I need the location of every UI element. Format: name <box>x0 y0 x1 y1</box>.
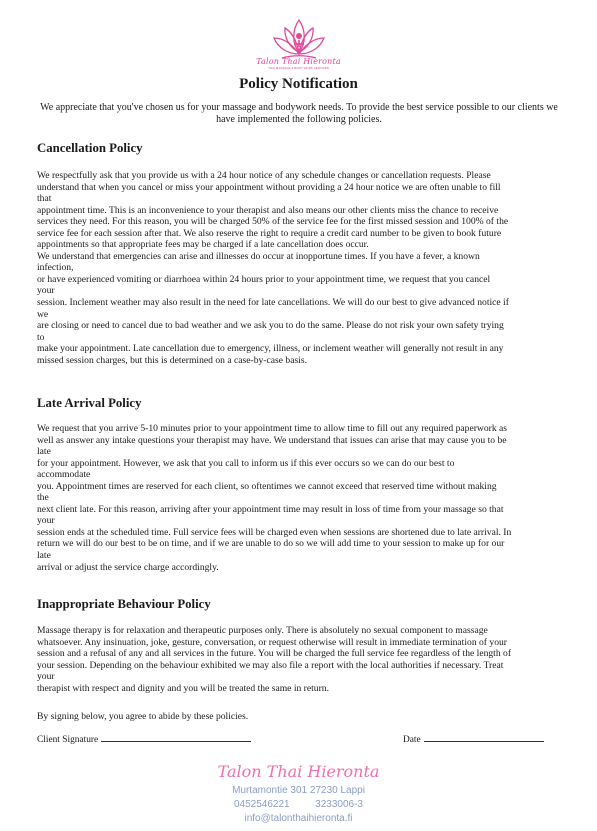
date-field[interactable] <box>424 733 544 742</box>
text-line: next client late. For this reason, arriving after your appointment time may result in loss of time from your massage so that <box>37 503 504 515</box>
text-line: services they need. For this reason, you will be charged 50% of the service fee for the first missed session and 100% of the <box>37 216 509 228</box>
late-arrival-heading: Late Arrival Policy <box>37 396 142 410</box>
client-signature-line[interactable] <box>37 733 251 745</box>
text-line: well as answer any intake questions your therapist may have. We understand that issues can arise that may cause you to be <box>37 434 507 446</box>
text-line: accommodate <box>37 469 91 481</box>
text-line: Massage therapy is for relaxation and therapeutic purposes only. There is absolutely no sexual component to massage <box>37 625 488 636</box>
text-line: service fee for each session after that. We also reserve the right to require a credit card number to be given to book future <box>37 227 502 239</box>
footer-address: Murtamontie 301 27230 Lappi <box>232 785 365 796</box>
text-line: for your appointment. However, we ask that you call to inform us if this ever occurs so we can do our best to <box>37 457 455 469</box>
text-line: you. Appointment times are reserved for each client, so oftentimes we cannot exceed that reserved time without making <box>37 480 497 492</box>
text-line: to <box>37 331 45 343</box>
footer-phone-2: 3233006-3 <box>315 799 363 810</box>
text-line: your <box>37 285 55 297</box>
text-line: or have experienced vomiting or diarrhoea within 24 hours prior to your appointment time, we request that you cancel <box>37 273 491 285</box>
text-line: appointments so that appropriate fees may be charged if a late cancellation does occur. <box>37 239 369 251</box>
date-label: Date <box>403 735 421 745</box>
client-signature-label: Client Signature <box>37 735 99 745</box>
text-line: your <box>37 671 55 683</box>
text-line: make your appointment. Late cancellation due to emergency, illness, or inclement weather will generally not result in any <box>37 343 504 355</box>
text-line: infection, <box>37 262 74 274</box>
client-signature-field[interactable] <box>101 733 251 742</box>
text-line: We request that you arrive 5-10 minutes prior to your appointment time to allow time to fill out any required paperwork as <box>37 423 507 434</box>
late-arrival-text <box>37 423 562 573</box>
logo-tagline: THAI MASSAGE & BODY WORK SERVICES <box>268 66 329 70</box>
footer-phones <box>0 799 597 810</box>
footer-phone-1: 0452546221 <box>233 799 290 810</box>
footer-business-name: Talon Thai Hieronta <box>217 762 380 781</box>
behaviour-heading: Inappropriate Behaviour Policy <box>37 597 211 611</box>
text-line: are closing or need to cancel due to bad weather and we ask you to do the same. Please do not risk your own safety trying <box>37 320 504 332</box>
footer-email[interactable]: info@talonthaihieronta.fi <box>244 813 353 824</box>
text-line: session ends at the scheduled time. Full service fees will be charged even when sessions are shortened due to late arrival. In <box>37 526 512 538</box>
intro-paragraph: We appreciate that you've chosen us for your massage and bodywork needs. To provide the best service possible to our clients we have implemented the following policies. <box>40 102 558 126</box>
behaviour-text <box>37 625 562 694</box>
text-line: return we will do our best to be on time, and if we are unable to do so we will add time to your session to make up for our <box>37 538 505 550</box>
text-line: session. Inclement weather may also result in the need for late cancellations. We will do our best to give advanced notice if <box>37 297 509 309</box>
text-line: appointment time. This is an inconvenience to your therapist and also means our other clients miss the chance to receive <box>37 204 499 216</box>
text-line: arrival or adjust the service charge accordingly. <box>37 561 219 573</box>
text-line: understand that when you cancel or miss your appointment without providing a 24 hour notice we are often unable to fill <box>37 181 501 193</box>
logo-wordmark: Talon Thai Hieronta <box>256 57 341 66</box>
text-line: we <box>37 308 49 320</box>
agreement-text: By signing below, you agree to abide by these policies. <box>37 711 249 722</box>
cancellation-heading: Cancellation Policy <box>37 141 143 155</box>
text-line: therapist with respect and dignity and you will be treated the same in return. <box>37 682 329 694</box>
text-line: late <box>37 446 51 458</box>
cancellation-text <box>37 170 562 366</box>
text-line: missed session charges, but this is determined on a case-by-case basis. <box>37 354 307 366</box>
text-line: that <box>37 193 52 205</box>
text-line: the <box>37 492 49 504</box>
text-line: session and a refusal of any and all services in the future. You will be charged the full service fee regardless of the length of <box>37 648 512 660</box>
text-line: your <box>37 515 55 527</box>
text-line: We understand that emergencies can arise and illnesses do occur at inopportune times. If you have a fever, a known <box>37 250 480 262</box>
text-line: your session. Depending on the behaviour exhibited we may also file a report with the local authorities if necessary. Treat <box>37 659 504 671</box>
text-line: We respectfully ask that you provide us with a 24 hour notice of any schedule changes or cancellation requests. Please <box>37 170 491 181</box>
text-line: late <box>37 550 51 562</box>
date-line[interactable] <box>403 733 544 745</box>
text-line: whatsoever. Any insinuation, joke, gesture, conversation, or request otherwise will result in immediate termination of your <box>37 636 507 648</box>
page-title: Policy Notification <box>239 76 358 92</box>
